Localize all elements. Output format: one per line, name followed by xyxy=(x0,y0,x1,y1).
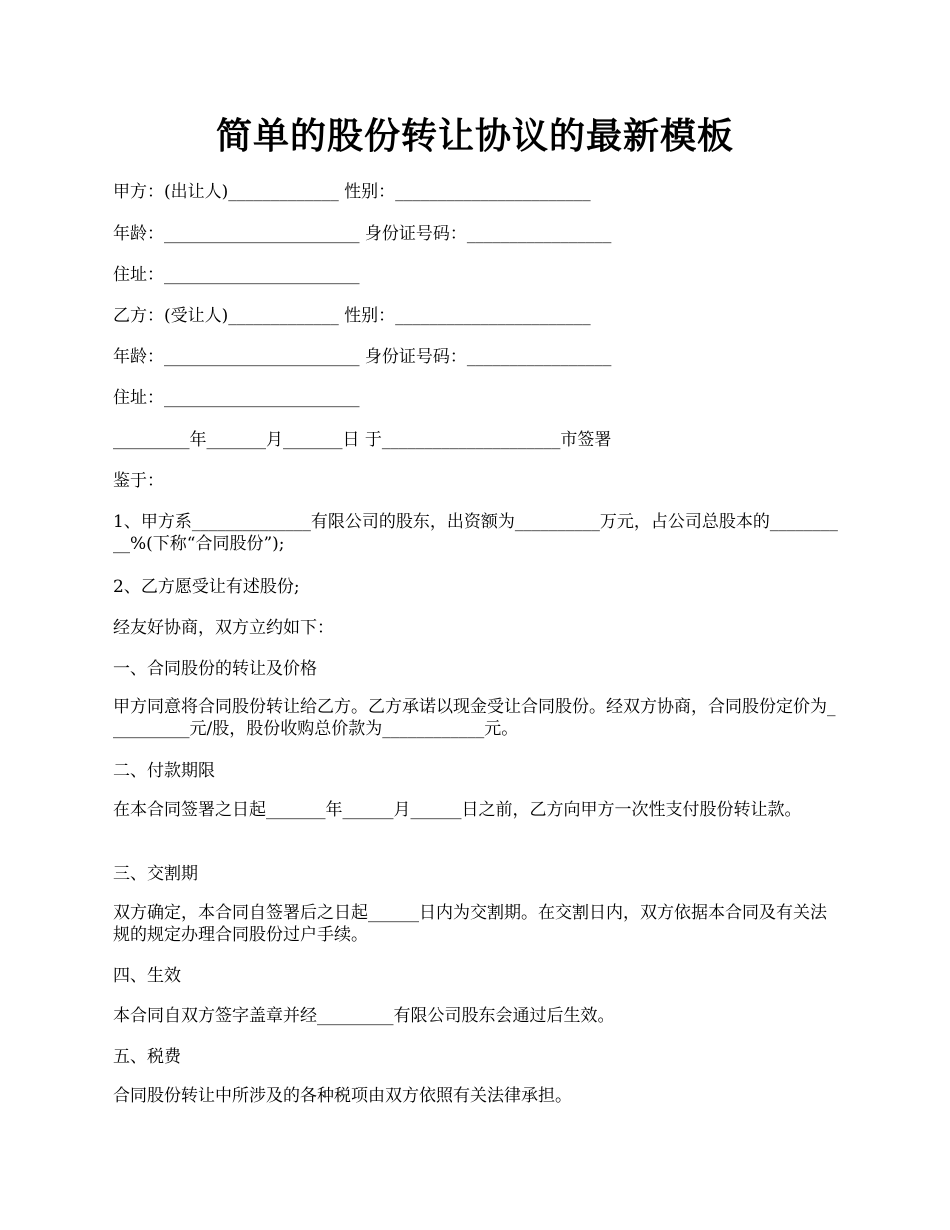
section-2-body: 在本合同签署之日起_______年______月______日之前，乙方向甲方一次性支付股份转让款。 xyxy=(113,800,802,820)
section-3-body: 双方确定，本合同自签署后之日起______日内为交割期。在交割日内，双方依据本合同及有关法规的规定办理合同股份过户手续。 xyxy=(113,903,827,945)
signing-date-place-line: _________年_______月_______日 于_____________________市签署 xyxy=(113,430,612,450)
recital-2: 2、乙方愿受让有述股份; xyxy=(113,577,300,597)
party-a-address-line: 住址：_______________________ xyxy=(113,265,360,285)
party-b-address-line: 住址：_______________________ xyxy=(113,388,360,408)
section-1-body: 甲方同意将合同股份转让给乙方。乙方承诺以现金受让合同股份。经双方协商，合同股份定价为__________元/股，股份收购总价款为____________元。 xyxy=(113,697,836,739)
document-title: 简单的股份转让协议的最新模板 xyxy=(215,115,734,157)
section-4-heading: 四、生效 xyxy=(113,966,181,986)
party-a-age-id-line: 年龄：_______________________ 身份证号码：_________________ xyxy=(113,224,612,244)
section-5-body: 合同股份转让中所涉及的各种税项由双方依照有关法律承担。 xyxy=(113,1086,572,1106)
section-2-heading: 二、付款期限 xyxy=(113,761,215,781)
agreement-intro: 经友好协商，双方立约如下： xyxy=(113,618,334,638)
recital-1: 1、甲方系______________有限公司的股东，出资额为__________万元，占公司总股本的__________%(下称“合同股份”); xyxy=(113,512,838,554)
section-5-heading: 五、税费 xyxy=(113,1047,181,1067)
section-3-heading: 三、交割期 xyxy=(113,864,198,884)
party-b-age-id-line: 年龄：_______________________ 身份证号码：_________________ xyxy=(113,347,612,367)
section-1-heading: 一、合同股份的转让及价格 xyxy=(113,659,317,679)
section-4-body: 本合同自双方签字盖章并经_________有限公司股东会通过后生效。 xyxy=(113,1006,615,1026)
whereas-heading: 鉴于： xyxy=(113,471,164,491)
party-b-name-line: 乙方：(受让人)_____________ 性别：_______________________ xyxy=(113,306,591,326)
party-a-name-line: 甲方：(出让人)_____________ 性别：_______________________ xyxy=(113,182,591,202)
